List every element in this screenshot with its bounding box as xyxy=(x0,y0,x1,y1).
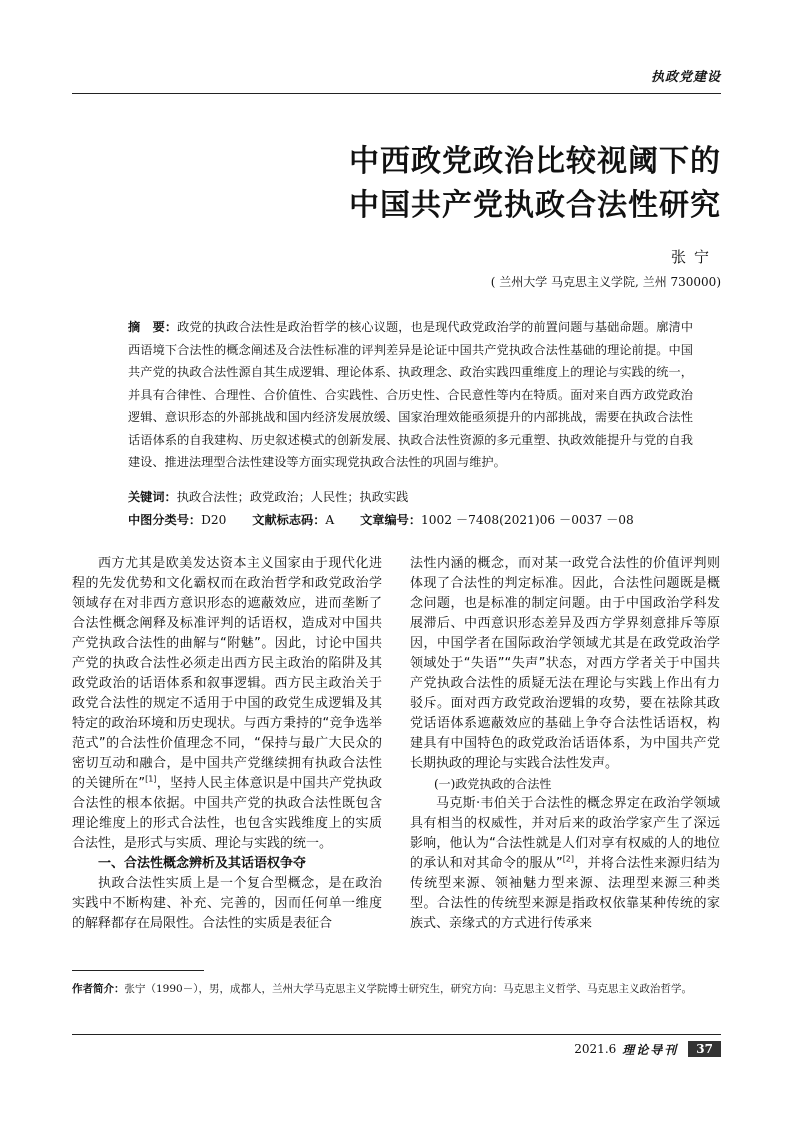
paragraph: 西方尤其是欧美发达资本主义国家由于现代化进程的先发优势和文化霸权而在政治哲学和政党政治学领域存在对非西方意识形态的遮蔽效应，进而垄断了合法性概念阐释及标准评判的话语权，造成对中国共产党执政合法性的曲解与“附魅”。因此，讨论中国共产党的执政合法性必须走出西方民主政治的陷阱及其政党政治的话语体系和叙事逻辑。西方民主政治关于政党合法性的规定不适用于中国的政党生成逻辑及其特定的政治环境和历史现状。与西方秉持的“竞争选举范式”的合法性价值理念不同，“保持与最广大民众的密切互动和融合，是中国共产党继续拥有执政合法性的关键所在”[1]，坚持人民主体意识是中国共产党执政合法性的根本依据。中国共产党的执政合法性既包含理论维度上的形式合法性，也包含实践维度上的实质合法性，是形式与实质、理论与实践的统一。 xyxy=(72,556,382,851)
author-footnote xyxy=(72,980,721,998)
author-name: 张宁 xyxy=(670,248,717,266)
doc-code-label: 文献标志码： xyxy=(252,513,326,527)
page-footer xyxy=(574,1039,721,1059)
clc-value: D20 xyxy=(201,513,227,527)
subsection-heading: (一)政党执政的合法性 xyxy=(434,777,552,791)
footnote-text: 张宁（1990－），男，成都人，兰州大学马克思主义学院博士研究生，研究方向：马克思主义哲学、马克思主义政治哲学。 xyxy=(124,983,692,995)
abstract-label: 摘 要： xyxy=(128,320,178,334)
doc-code-value: A xyxy=(325,513,335,527)
paragraph: 执政合法性实质上是一个复合型概念，是在政治实践中不断构建、补充、完善的，因而任何单一维度的解释都存在局限性。合法性的实质是表征合 xyxy=(72,876,382,931)
footnote-rule xyxy=(72,970,204,971)
citation-ref: [1] xyxy=(145,774,157,784)
bottom-rule xyxy=(72,1034,721,1035)
top-rule xyxy=(72,93,721,94)
journal-name: 理论导刊 xyxy=(622,1042,679,1057)
citation-ref: [2] xyxy=(562,854,575,864)
body-column-right xyxy=(410,554,720,934)
paragraph: 马克斯·韦伯关于合法性的概念界定在政治学领域具有相当的权威性，并对后来的政治学家产生了深远影响，他认为“合法性就是人们对享有权威的人的地位的承认和对其命令的服从”[2]，并将合法性来源归结为传统型来源、领袖魅力型来源、法理型来源三种类型。合法性的传统型来源是指政权依靠某种传统的家族式、亲缘式的方式进行传承来 xyxy=(410,796,720,931)
keywords-text: 执政合法性；政党政治；人民性；执政实践 xyxy=(176,490,409,504)
abstract xyxy=(128,316,693,474)
article-title xyxy=(349,140,721,228)
author-affiliation: ( 兰州大学 马克思主义学院, 兰州 730000) xyxy=(490,275,721,289)
issue-date: 2021.6 xyxy=(574,1042,617,1056)
keywords xyxy=(128,488,408,505)
page-number: 37 xyxy=(688,1041,721,1057)
paragraph: 法性内涵的概念，而对某一政党合法性的价值评判则体现了合法性的判定标准。因此，合法性问题既是概念问题，也是标准的制定问题。由于中国政治学科发展滞后、中西意识形态差异及西方学界刻意排斥等原因，中国学者在国际政治学领域尤其是在政党政治学领域处于“失语”“失声”状态，对西方学者关于中国共产党执政合法性的质疑无法在理论与实践上作出有力驳斥。面对西方政党政治逻辑的攻势，要在祛除其政党话语体系遮蔽效应的基础上争夺合法性话语权，构建具有中国特色的政党政治话语体系，为中国共产党长期执政的理论与实践合法性发声。 xyxy=(410,556,720,771)
abstract-text: 政党的执政合法性是政治哲学的核心议题，也是现代政党政治学的前置问题与基础命题。廓清中西语境下合法性的概念阐述及合法性标准的评判差异是论证中国共产党执政合法性基础的理论前提。中国共产党的执政合法性源自其生成逻辑、理论体系、执政理念、政治实践四重维度上的理论与实践的统一，并具有合律性、合理性、合价值性、合实践性、合历史性、合民意性等内在特质。面对来自西方政党政治逻辑、意识形态的外部挑战和国内经济发展放缓、国家治理效能亟须提升的内部挑战，需要在执政合法性话语体系的自我建构、历史叙述模式的创新发展、执政合法性资源的多元重塑、执政效能提升与党的自我建设、推进法理型合法性建设等方面实现党执政合法性的巩固与维护。 xyxy=(128,320,694,469)
article-number-value: 1002 －7408(2021)06 －0037 －08 xyxy=(421,513,634,527)
title-line-1: 中西政党政治比较视阈下的 xyxy=(349,144,721,179)
title-line-2: 中国共产党执政合法性研究 xyxy=(349,188,721,223)
keywords-label: 关键词： xyxy=(128,490,177,504)
body-column-left xyxy=(72,554,382,934)
section-label: 执政党建设 xyxy=(650,70,721,85)
footnote-label: 作者简介： xyxy=(72,983,125,995)
classification-line xyxy=(128,511,656,528)
clc-label: 中图分类号： xyxy=(128,513,202,527)
section-heading: 一、合法性概念辨析及其话语权争夺 xyxy=(98,856,307,871)
article-number-label: 文章编号： xyxy=(360,513,422,527)
